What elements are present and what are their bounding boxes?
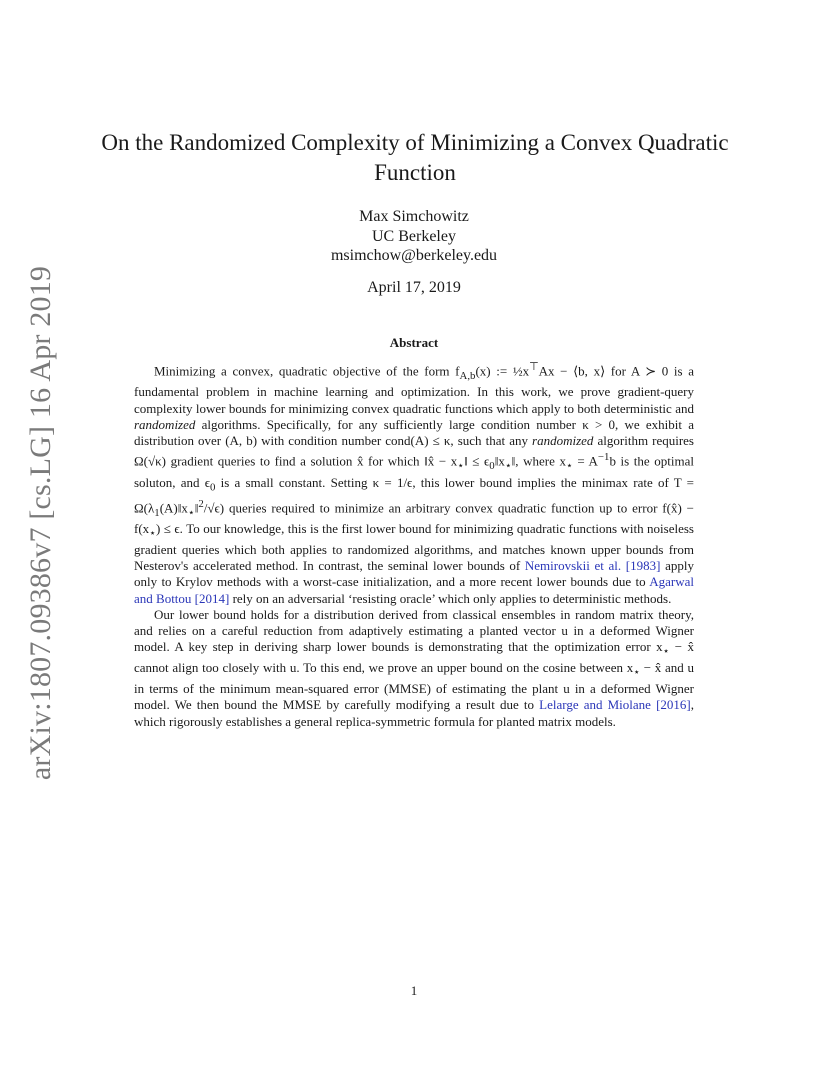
page-number: 1 (410, 983, 418, 998)
author-affiliation: UC Berkeley (372, 227, 456, 245)
abstract-paragraph-2: Our lower bound holds for a distribution derived from classical ensembles in random matrix theory, and relies on a careful reduction from adaptively estimating a planted vector u in a deformed Wigner model. A key step in deriving sharp lower bounds is demonstrating that the optimization error $x_⋆$ − x̂ cannot align too closely with u. To this end, we prove an upper bound on the cosine between $x_⋆$ − x̂ and u in terms of the minimum mean-squared error (MMSE) of estimating the plant u in a deformed Wigner model. We then bound the MMSE by carefully modifying a result due to Lelarge and Miolane [2016], which rigorously establishes a general replica-symmetric formula for planted matrix models. (134, 606, 695, 729)
paper-date: April 17, 2019 (367, 279, 461, 296)
arxiv-identifier: arXiv:1807.09386v7 [cs.LG] 16 Apr 2019 (24, 265, 57, 781)
author-name: Max Simchowitz (359, 208, 469, 225)
citation-link-lelarge-miolane[interactable]: Lelarge and Miolane [2016] (539, 697, 691, 713)
author-email: msimchow@berkeley.edu (330, 247, 498, 264)
abstract-body (134, 359, 694, 730)
abstract-paragraph-1: Minimizing a convex, quadratic objective of the form $f_{A,b}(x)$ := ½x⊤Ax − ⟨b, x⟩ for A ≻ 0 is a fundamental problem in machine learning and optimization. In this work, we prove gradient-query complexity lower bounds for minimizing convex quadratic functions which apply to both deterministic and randomized algorithms. Specifically, for any sufficiently large condition number κ > 0, we exhibit a distribution over (A, b) with condition number cond(A) ≤ κ, such that any randomized algorithm requires Ω(√κ) gradient queries to find a solution x̂ for which ‖x̂ − $x_⋆‖$ ≤ $\epsilon_0‖x_⋆‖$, where $x_⋆ = A^{-1}b$ is the optimal soluton, and $\epsilon_0$ is a small constant. Setting κ = 1/ϵ, this lower bound implies the minimax rate of $T = \Omega(\lambda_1(A)‖x_⋆‖^2/√\epsilon)$ queries required to minimize an arbitrary convex quadratic function up to error f(x̂) − $f(x_⋆) \le \epsilon$. To our knowledge, this is the first lower bound for minimizing quadratic functions with noiseless gradient queries which both applies to randomized algorithms, and matches known upper bounds from Nesterov's accelerated method. In contrast, the seminal lower bounds of Nemirovskii et al. [1983] apply only to Krylov methods with a worst-case initialization, and a more recent lower bounds due to Agarwal and Bottou [2014] rely on an adversarial ‘resisting oracle’ which only applies to deterministic methods. (134, 361, 694, 606)
author-block (200, 207, 628, 266)
paper-title: On the Randomized Complexity of Minimizing a Convex Quadratic Function (101, 130, 729, 185)
abstract-heading: Abstract (389, 335, 439, 350)
arxiv-sidebar (20, 265, 62, 781)
citation-link-nemirovskii[interactable]: Nemirovskii et al. [1983] (524, 557, 661, 573)
citation-link-agarwal-bottou[interactable]: Agarwal and Bottou [2014] (134, 574, 694, 606)
